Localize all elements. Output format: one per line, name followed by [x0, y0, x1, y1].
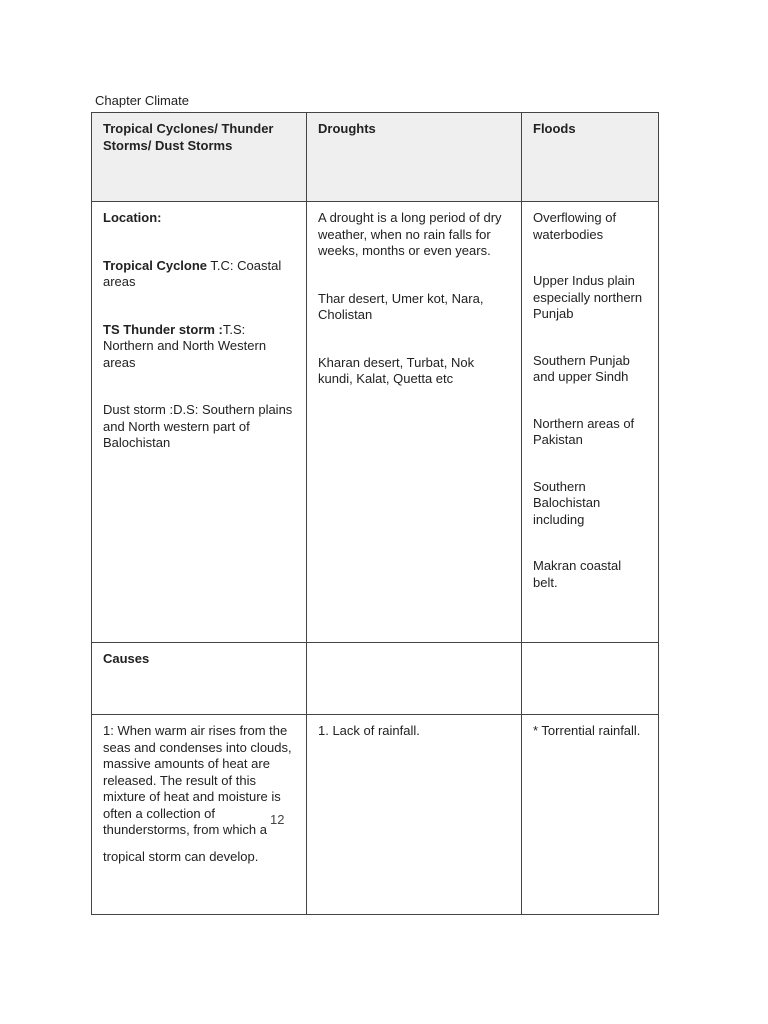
droughts-location-item: Kharan desert, Turbat, Nok kundi, Kalat, Quetta etc: [318, 354, 475, 386]
header-droughts: Droughts: [307, 113, 522, 202]
droughts-cause-text: 1. Lack of rainfall.: [318, 723, 420, 738]
thunder-storm-location: [103, 322, 296, 372]
floods-location-item: Northern areas of Pakistan: [533, 415, 635, 447]
dust-storm-location: Dust storm :D.S: Southern plains and North western part of Balochistan: [103, 402, 293, 450]
tropical-cyclone-label: Tropical Cyclone: [103, 257, 208, 273]
floods-location-item: Southern Punjab and upper Sindh: [533, 352, 630, 384]
header-floods: Floods: [522, 113, 659, 202]
storms-cause-text: 1: When warm air rises from the seas and condenses into clouds, massive amounts of heat are released. The result of this mixture of heat and moisture is often a collection of thunderstorms, from which a: [103, 723, 292, 837]
causes-detail-row: [92, 715, 659, 915]
droughts-definition: A drought is a long period of dry weather, when no rain falls for weeks, months or even years.: [318, 210, 502, 258]
causes-label: Causes: [92, 643, 307, 715]
floods-cause-cell: [522, 715, 659, 915]
tropical-cyclone-location: [103, 258, 296, 291]
floods-location-item: Overflowing of waterbodies: [533, 210, 617, 242]
location-row: [92, 202, 659, 643]
storms-cause-tail: tropical storm can develop.: [103, 848, 259, 864]
thunder-storm-text: T.S: Northern and North Western areas: [103, 321, 267, 370]
header-storms: Tropical Cyclones/ Thunder Storms/ Dust Storms: [92, 113, 307, 202]
location-label: Location:: [103, 210, 162, 225]
header-row: [92, 113, 659, 202]
floods-location-item: Upper Indus plain especially northern Punjab: [533, 273, 643, 321]
document-title: Chapter Climate: [95, 93, 189, 108]
causes-row: [92, 643, 659, 715]
droughts-location-item: Thar desert, Umer kot, Nara, Cholistan: [318, 290, 484, 322]
droughts-cause-cell: [307, 715, 522, 915]
floods-location-item: Southern Balochistan including: [533, 478, 601, 527]
tropical-cyclone-text: T.C: Coastal areas: [103, 257, 282, 289]
causes-droughts-empty: [307, 643, 522, 715]
storms-location-cell: [92, 202, 307, 643]
floods-cause-text: * Torrential rainfall.: [533, 723, 641, 738]
floods-location-item: Makran coastal belt.: [533, 558, 622, 590]
page-number: 12: [270, 812, 285, 827]
causes-floods-empty: [522, 643, 659, 715]
climate-table: [91, 112, 659, 915]
thunder-storm-label: TS Thunder storm :: [103, 321, 223, 337]
floods-location-cell: [522, 202, 659, 643]
droughts-location-cell: [307, 202, 522, 643]
